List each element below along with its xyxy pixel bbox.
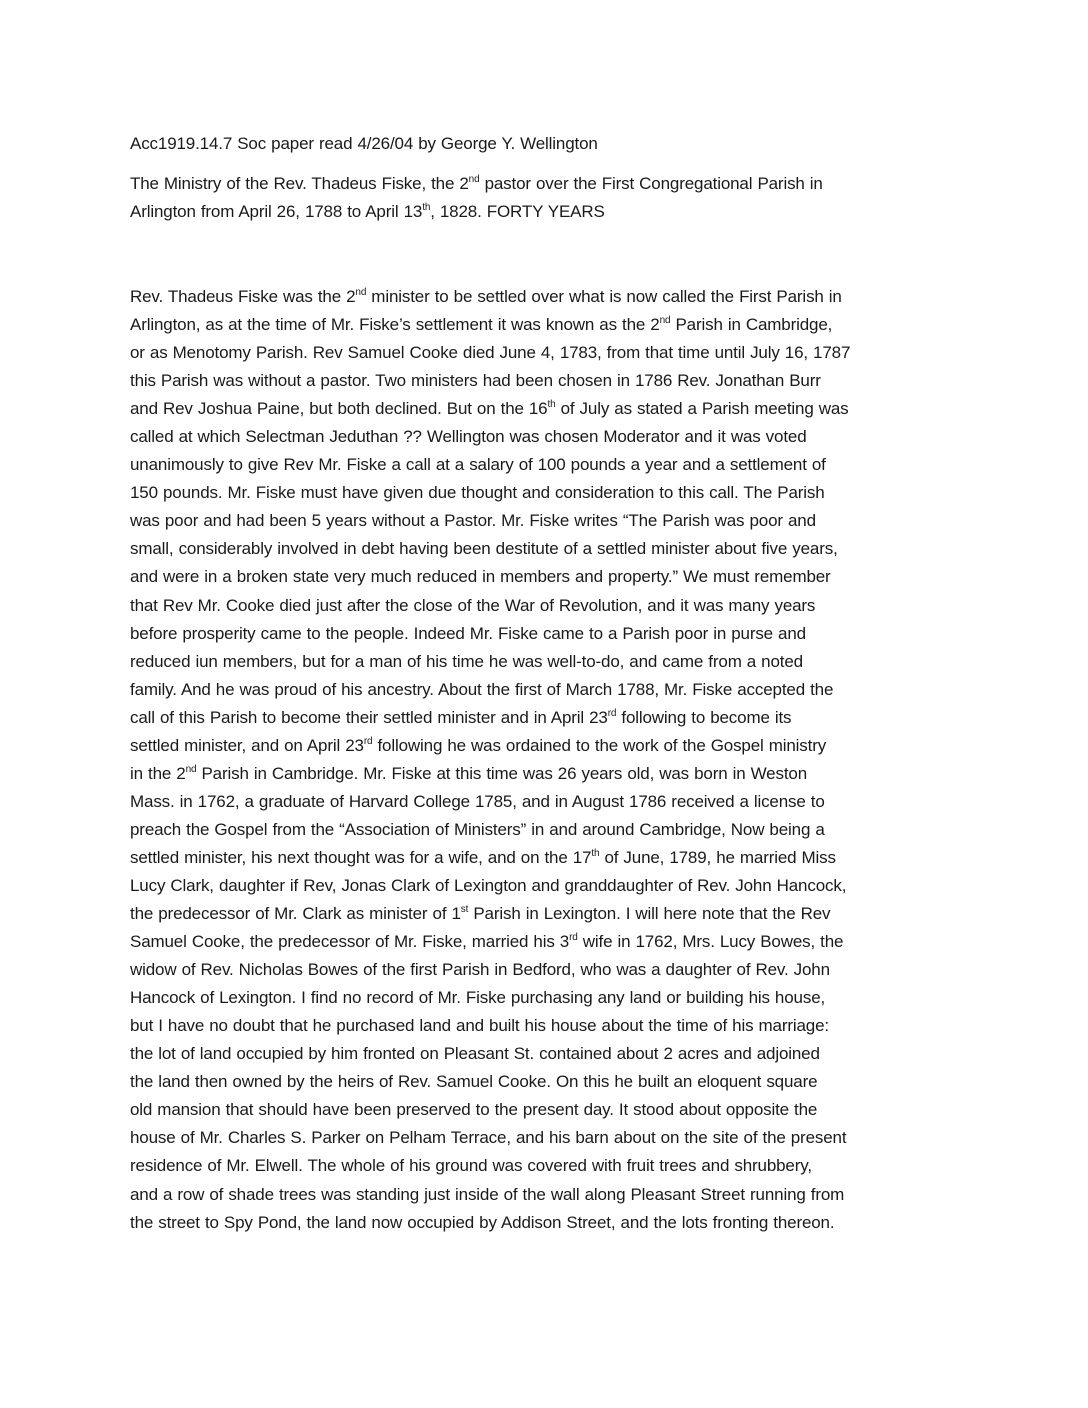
text-line: and Rev Joshua Paine, but both declined. But on the 16th of July as stated a Parish meeting was <box>130 399 849 419</box>
text-line: was poor and had been 5 years without a Pastor. Mr. Fiske writes “The Parish was poor and <box>130 511 816 531</box>
text-line: small, considerably involved in debt having been destitute of a settled minister about five years, <box>130 539 838 559</box>
text-line: the predecessor of Mr. Clark as minister of 1st Parish in Lexington. I will here note that the Rev <box>130 904 831 924</box>
text-line: and were in a broken state very much reduced in members and property.” We must remember <box>130 567 831 587</box>
ordinal-superscript: nd <box>659 315 671 327</box>
text-line: Lucy Clark, daughter if Rev, Jonas Clark of Lexington and granddaughter of Rev. John Hancock, <box>130 875 847 895</box>
body-paragraph <box>130 283 965 1237</box>
text-line: Hancock of Lexington. I find no record of Mr. Fiske purchasing any land or building his house, <box>130 988 826 1008</box>
text-line: but I have no doubt that he purchased land and built his house about the time of his marriage: <box>130 1016 829 1036</box>
ordinal-superscript: nd <box>468 174 480 185</box>
ordinal-superscript: st <box>460 904 469 916</box>
text-line: the lot of land occupied by him fronted on Pleasant St. contained about 2 acres and adjoined <box>130 1044 820 1064</box>
paper-heading <box>130 170 965 226</box>
text-line: old mansion that should have been preserved to the present day. It stood about opposite the <box>130 1100 818 1120</box>
text-line: Samuel Cooke, the predecessor of Mr. Fiske, married his 3rd wife in 1762, Mrs. Lucy Bowes, the <box>130 932 844 952</box>
ordinal-superscript: rd <box>569 932 578 944</box>
ordinal-superscript: th <box>422 202 431 213</box>
text-line: preach the Gospel from the “Association of Ministers” in and around Cambridge, Now being a <box>130 819 825 839</box>
text-line: 150 pounds. Mr. Fiske must have given due thought and consideration to this call. The Parish <box>130 483 825 503</box>
text-line: The Ministry of the Rev. Thadeus Fiske, the 2nd pastor over the First Congregational Parish in <box>130 174 823 193</box>
text-line: widow of Rev. Nicholas Bowes of the first Parish in Bedford, who was a daughter of Rev. John <box>130 960 830 980</box>
ordinal-superscript: rd <box>363 735 373 747</box>
ordinal-superscript: nd <box>185 763 197 775</box>
text-line: Acc1919.14.7 Soc paper read 4/26/04 by George Y. Wellington <box>130 134 598 153</box>
text-line: the land then owned by the heirs of Rev. Samuel Cooke. On this he built an eloquent square <box>130 1072 818 1092</box>
text-line: and a row of shade trees was standing just inside of the wall along Pleasant Street running from <box>130 1184 845 1204</box>
ordinal-superscript: th <box>547 399 556 411</box>
text-line: residence of Mr. Elwell. The whole of his ground was covered with fruit trees and shrubbery, <box>130 1156 812 1176</box>
ordinal-superscript: rd <box>607 707 617 719</box>
text-line: settled minister, his next thought was for a wife, and on the 17th of June, 1789, he married Miss <box>130 847 836 867</box>
text-line: call of this Parish to become their settled minister and in April 23rd following to become its <box>130 707 792 727</box>
text-line: or as Menotomy Parish. Rev Samuel Cooke died June 4, 1783, from that time until July 16, 1787 <box>130 343 851 363</box>
text-line: house of Mr. Charles S. Parker on Pelham Terrace, and his barn about on the site of the present <box>130 1128 847 1148</box>
text-line: Rev. Thadeus Fiske was the 2nd minister to be settled over what is now called the First Parish in <box>130 287 842 306</box>
text-line: Mass. in 1762, a graduate of Harvard College 1785, and in August 1786 received a license to <box>130 791 825 811</box>
ordinal-superscript: th <box>591 847 600 859</box>
text-line: family. And he was proud of his ancestry. About the first of March 1788, Mr. Fiske accepted the <box>130 679 834 699</box>
text-line: Arlington, as at the time of Mr. Fiske’s settlement it was known as the 2nd Parish in Cambridge, <box>130 315 833 335</box>
text-line: Arlington from April 26, 1788 to April 13th, 1828. FORTY YEARS <box>130 202 605 221</box>
text-line: reduced iun members, but for a man of his time he was well-to-do, and came from a noted <box>130 651 803 671</box>
text-line: called at which Selectman Jeduthan ?? Wellington was chosen Moderator and it was voted <box>130 427 807 447</box>
text-line: the street to Spy Pond, the land now occupied by Addison Street, and the lots fronting thereon. <box>130 1212 835 1232</box>
accession-line <box>130 130 965 158</box>
text-line: unanimously to give Rev Mr. Fiske a call at a salary of 100 pounds a year and a settlement of <box>130 455 826 475</box>
text-line: before prosperity came to the people. Indeed Mr. Fiske came to a Parish poor in purse and <box>130 623 806 643</box>
text-line: that Rev Mr. Cooke died just after the close of the War of Revolution, and it was many years <box>130 595 816 615</box>
text-line: in the 2nd Parish in Cambridge. Mr. Fiske at this time was 26 years old, was born in Weston <box>130 763 808 783</box>
text-line: settled minister, and on April 23rd following he was ordained to the work of the Gospel ministry <box>130 735 827 755</box>
text-line: this Parish was without a pastor. Two ministers had been chosen in 1786 Rev. Jonathan Burr <box>130 371 821 391</box>
ordinal-superscript: nd <box>355 287 367 298</box>
